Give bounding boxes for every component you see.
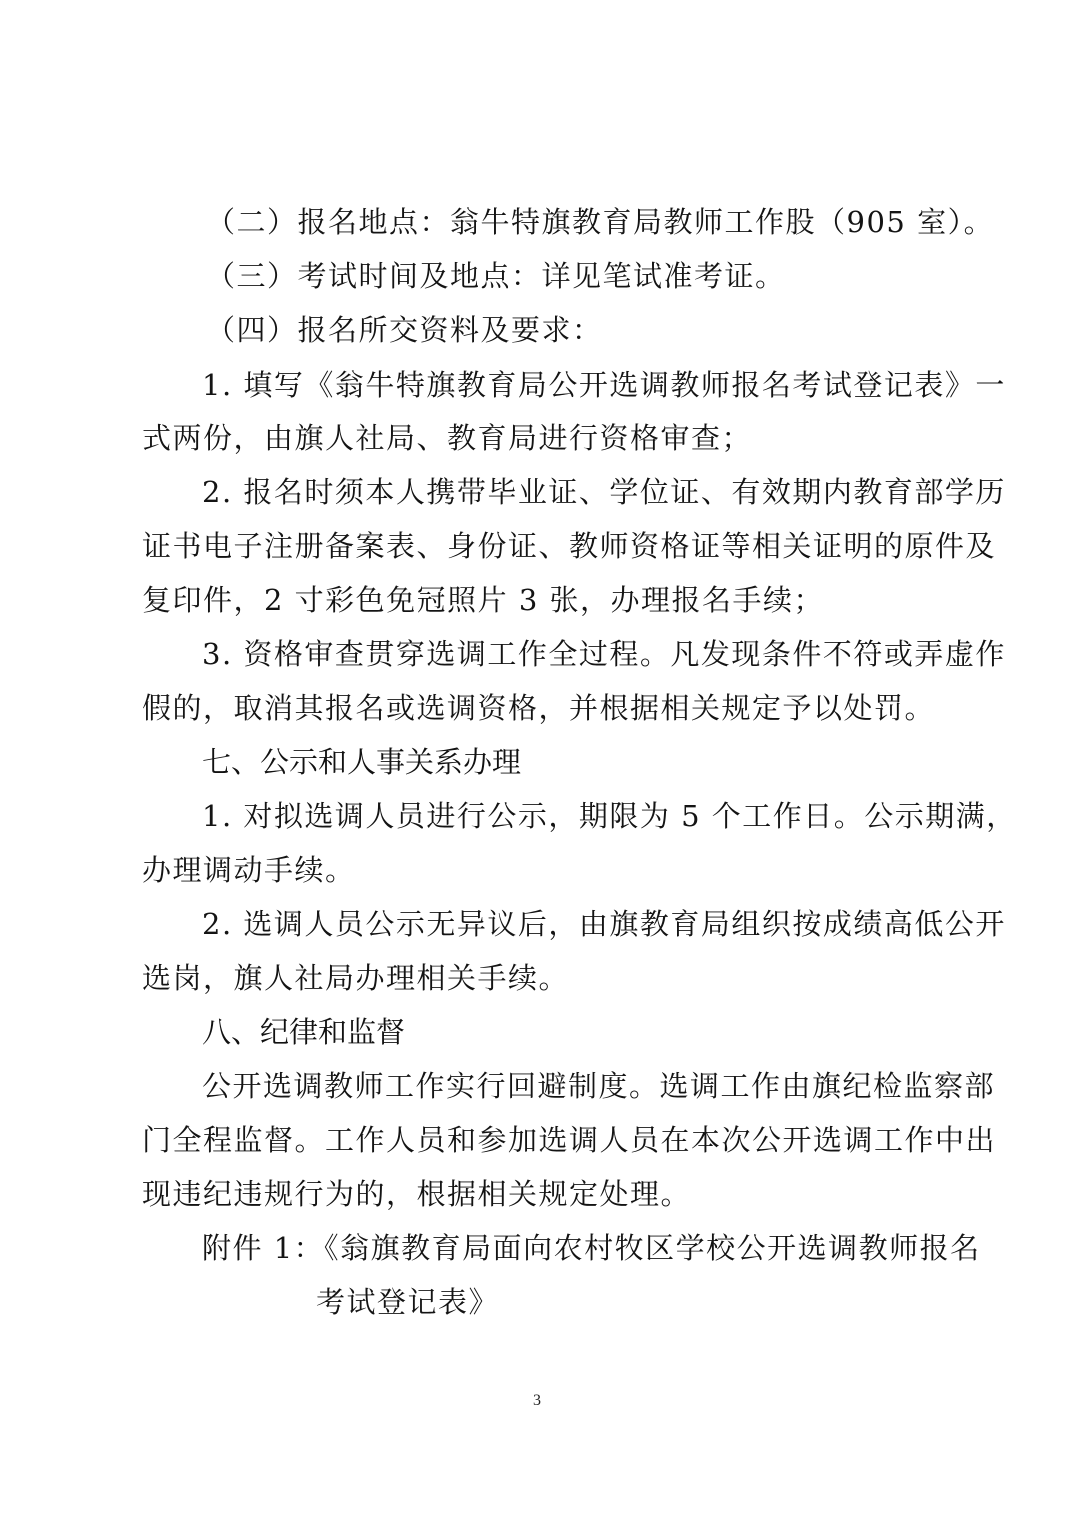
section-heading-8: 八、纪律和监督 <box>202 1015 406 1049</box>
text-line-item-1a: 1. 填写《翁牛特旗教育局公开选调教师报名考试登记表》一 <box>202 368 1006 402</box>
text-line-item-1b: 式两份，由旗人社局、教育局进行资格审查； <box>142 421 753 455</box>
section-heading-7: 七、公示和人事关系办理 <box>202 745 522 779</box>
text-line-publicity-1b: 办理调动手续。 <box>142 853 356 887</box>
text-line-item-2b: 证书电子注册备案表、身份证、教师资格证等相关证明的原件及 <box>142 529 997 563</box>
text-line-item-3a: 3. 资格审查贯穿选调工作全过程。凡发现条件不符或弄虚作 <box>202 637 1006 671</box>
text-line-publicity-2a: 2. 选调人员公示无异议后，由旗教育局组织按成绩高低公开 <box>202 907 1006 941</box>
text-line-item-2a: 2. 报名时须本人携带毕业证、学位证、有效期内教育部学历 <box>202 475 1006 509</box>
text-line-publicity-1a: 1. 对拟选调人员进行公示，期限为 5 个工作日。公示期满， <box>202 799 1017 833</box>
text-line-discipline-b: 门全程监督。工作人员和参加选调人员在本次公开选调工作中出 <box>142 1123 997 1157</box>
text-line-discipline-a: 公开选调教师工作实行回避制度。选调工作由旗纪检监察部 <box>202 1069 996 1103</box>
text-line-registration-location: （二）报名地点：翁牛特旗教育局教师工作股（905 室）。 <box>206 205 995 239</box>
attachment-line-b: 考试登记表》 <box>316 1285 500 1319</box>
text-line-materials-heading: （四）报名所交资料及要求： <box>206 313 603 347</box>
text-line-discipline-c: 现违纪违规行为的，根据相关规定处理。 <box>142 1177 692 1211</box>
text-line-item-3b: 假的，取消其报名或选调资格，并根据相关规定予以处罚。 <box>142 691 936 725</box>
page-number: 3 <box>533 1392 541 1409</box>
text-line-publicity-2b: 选岗，旗人社局办理相关手续。 <box>142 961 570 995</box>
text-line-exam-time-location: （三）考试时间及地点：详见笔试准考证。 <box>206 259 786 293</box>
text-line-item-2c: 复印件，2 寸彩色免冠照片 3 张，办理报名手续； <box>142 583 825 617</box>
attachment-line-a: 附件 1：《翁旗教育局面向农村牧区学校公开选调教师报名 <box>202 1231 981 1265</box>
